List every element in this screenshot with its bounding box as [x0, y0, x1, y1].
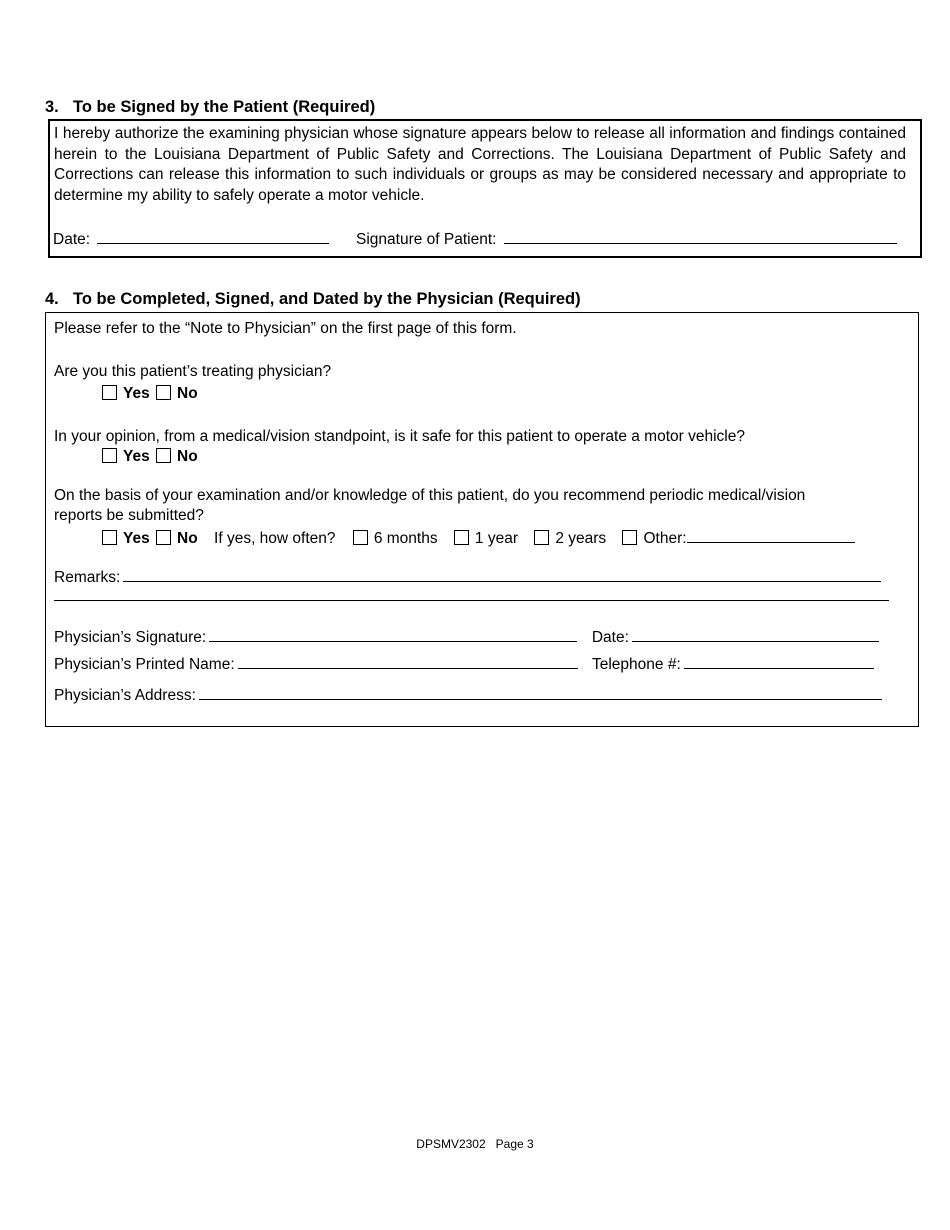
- one-year-checkbox[interactable]: [454, 530, 469, 545]
- section-3-heading: [45, 98, 375, 117]
- section-4-heading: [45, 290, 581, 309]
- q1-yes-label: Yes: [123, 385, 150, 402]
- q3-yes-checkbox[interactable]: [102, 530, 117, 545]
- two-years-checkbox[interactable]: [534, 530, 549, 545]
- physician-address-row: [54, 683, 882, 706]
- q1-yes-checkbox[interactable]: [102, 385, 117, 400]
- physician-name-row: [54, 652, 874, 675]
- q2-yes-checkbox[interactable]: [102, 448, 117, 463]
- section-4-number: 4.: [45, 290, 59, 308]
- patient-date-label: Date:: [53, 231, 91, 248]
- page-footer: [0, 1137, 950, 1151]
- q2-no-checkbox[interactable]: [156, 448, 171, 463]
- patient-signature-field[interactable]: [504, 227, 897, 244]
- page-number: Page 3: [495, 1137, 534, 1151]
- remarks-field-line-2[interactable]: [54, 600, 889, 601]
- form-id: DPSMV2302: [416, 1137, 486, 1151]
- question-safe-to-drive: In your opinion, from a medical/vision standpoint, is it safe for this patient to operate a motor vehicle?: [54, 428, 745, 445]
- section-3-number: 3.: [45, 98, 59, 116]
- remarks-label: Remarks:: [54, 569, 121, 586]
- six-months-checkbox[interactable]: [353, 530, 368, 545]
- printed-name-field[interactable]: [238, 652, 578, 669]
- physician-date-field[interactable]: [632, 625, 879, 642]
- address-field[interactable]: [199, 683, 882, 700]
- remarks-field[interactable]: [123, 565, 881, 582]
- q3-no-label: No: [177, 530, 198, 547]
- q1-options: [102, 384, 198, 404]
- six-months-label: 6 months: [373, 530, 438, 547]
- authorization-text: I hereby authorize the examining physician whose signature appears below to release all information and findings contained herein to the Louisiana Department of Public Safety and Corrections. The Louisiana Department of Public Safety and Corrections can release this information to such individuals or groups as may be considered necessary and appropriate to determine my ability to safely operate a motor vehicle.: [54, 125, 906, 204]
- remarks-row: [54, 565, 881, 588]
- q3-no-checkbox[interactable]: [156, 530, 171, 545]
- other-field[interactable]: [687, 526, 855, 543]
- question-periodic-reports-line2: reports be submitted?: [54, 507, 204, 524]
- section-4-title: To be Completed, Signed, and Dated by the Physician (Required): [73, 290, 581, 308]
- physician-signature-field[interactable]: [209, 625, 577, 642]
- one-year-label: 1 year: [474, 530, 519, 547]
- q1-no-label: No: [177, 385, 198, 402]
- q3-options: [102, 526, 855, 549]
- q2-yes-label: Yes: [123, 448, 150, 465]
- physician-section-box: [45, 312, 919, 727]
- q2-options: [102, 447, 198, 467]
- telephone-field[interactable]: [684, 652, 874, 669]
- physician-signature-row: [54, 625, 879, 648]
- address-label: Physician’s Address:: [54, 687, 196, 704]
- other-checkbox[interactable]: [622, 530, 637, 545]
- telephone-label: Telephone #:: [591, 656, 681, 673]
- printed-name-label: Physician’s Printed Name:: [54, 656, 235, 673]
- patient-signature-label: Signature of Patient:: [356, 231, 497, 248]
- q1-no-checkbox[interactable]: [156, 385, 171, 400]
- physician-note: Please refer to the “Note to Physician” on the first page of this form.: [54, 320, 517, 337]
- section-3-title: To be Signed by the Patient (Required): [73, 98, 376, 116]
- patient-signature-row: [53, 227, 897, 250]
- other-label: Other:: [643, 530, 687, 547]
- question-treating-physician: Are you this patient’s treating physician?: [54, 363, 332, 380]
- q2-no-label: No: [177, 448, 198, 465]
- patient-date-field[interactable]: [97, 227, 329, 244]
- patient-authorization-box: [48, 119, 922, 258]
- two-years-label: 2 years: [555, 530, 607, 547]
- physician-date-label: Date:: [591, 629, 629, 646]
- q3-yes-label: Yes: [123, 530, 150, 547]
- question-periodic-reports-line1: On the basis of your examination and/or knowledge of this patient, do you recommend periodic medical/vision: [54, 487, 806, 504]
- how-often-label: If yes, how often?: [214, 530, 336, 547]
- physician-signature-label: Physician’s Signature:: [54, 629, 207, 646]
